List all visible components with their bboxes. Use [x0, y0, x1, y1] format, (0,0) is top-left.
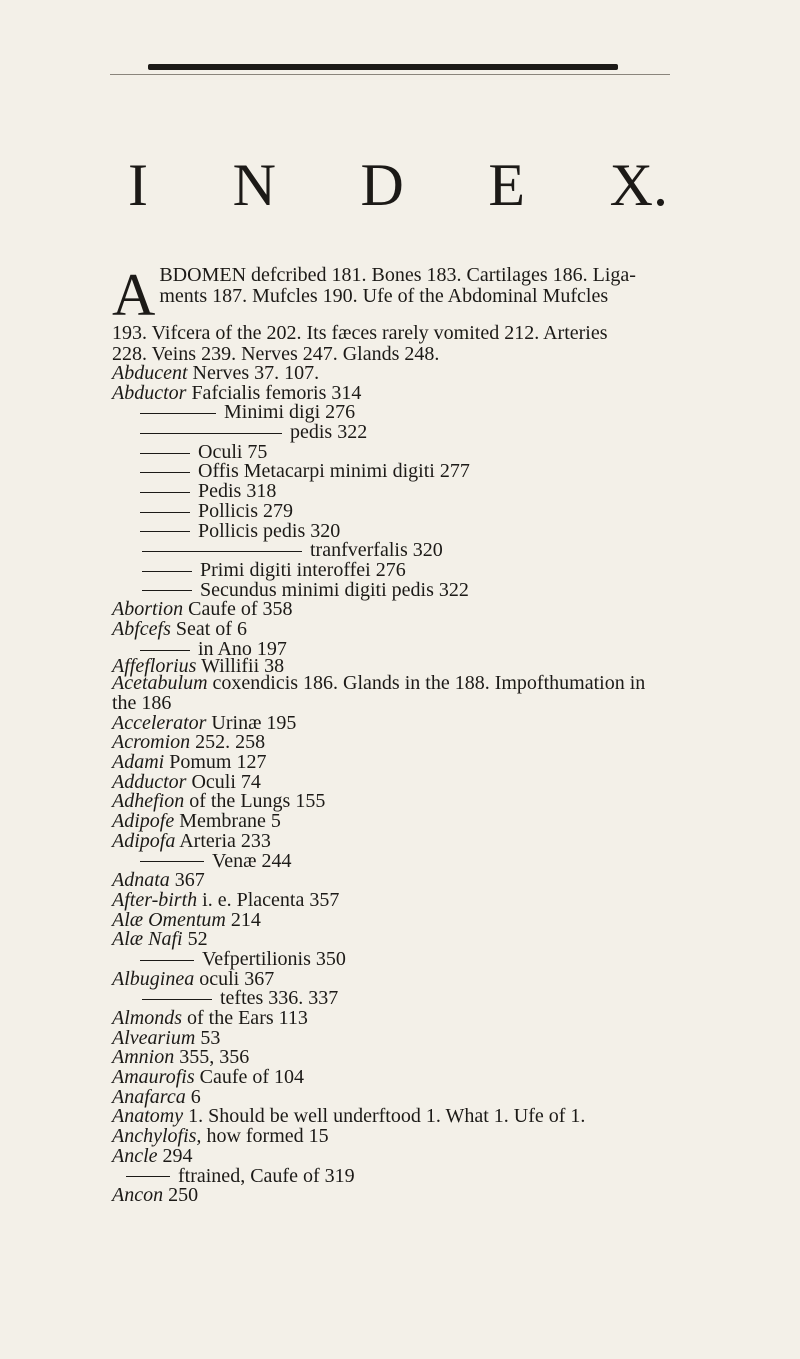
title-letter: E [488, 152, 526, 218]
title-letter: X. [609, 152, 668, 218]
header-rule [148, 64, 618, 70]
ditto-dash [126, 1176, 170, 1177]
entry-text: ftrained, Caufe of 319 [178, 1164, 355, 1187]
subentry [112, 1164, 792, 1187]
entry-head: Affeflorius [112, 655, 197, 678]
entry-text: of the Ears 113 [182, 1007, 308, 1029]
entry-text: Secundus minimi digiti pedis 322 [200, 578, 469, 601]
entry-text: ments 187. Mufcles 190. Ufe of the Abdominal Mufcles [159, 284, 609, 307]
ditto-dash [142, 571, 192, 572]
entry-text: Offis Metacarpi minimi digiti 277 [198, 460, 470, 483]
entry-anchylosis [112, 1127, 792, 1147]
entry-text: i. e. Placenta 357 [197, 888, 340, 911]
entry-head: Abortion [112, 598, 184, 621]
ditto-dash [142, 999, 212, 1000]
entry-text: 294 [157, 1144, 193, 1167]
entry-text: Membrane 5 [174, 810, 281, 833]
ditto-dash [140, 960, 194, 961]
entry-text: 52 [182, 928, 208, 951]
entry-text: Pedis 318 [198, 480, 277, 503]
entry-text: Fafcialis femoris 314 [186, 381, 362, 404]
ditto-dash [140, 512, 190, 513]
entry-abdomen [112, 262, 792, 365]
entry-head: Abductor [112, 381, 187, 404]
ditto-dash [140, 433, 282, 434]
entry-head: Adhefion [112, 790, 185, 813]
entry-text: 53 [195, 1026, 221, 1049]
entry-text: Caufe of 104 [194, 1066, 305, 1089]
title-letter: N [232, 152, 276, 218]
ditto-dash [140, 472, 190, 473]
entry-head: Adipofa [112, 829, 176, 852]
subentry [112, 849, 792, 872]
entry-acetabulum [112, 674, 792, 694]
entry-ancon [112, 1186, 792, 1206]
entry-text: 1. Should be well underftood 1. What 1. Ufe of 1. [183, 1105, 586, 1128]
entry-text: 214 [225, 908, 261, 931]
subentry [112, 519, 792, 542]
entry-head: Adnata [112, 869, 170, 892]
entry-head: Ancon [112, 1184, 164, 1207]
entry-amaurosis [112, 1068, 792, 1088]
entry-text: 6 [185, 1085, 201, 1108]
entry-head: Anchylofis, [112, 1125, 202, 1148]
entry-text: pedis 322 [290, 421, 368, 444]
entry-head: Adami [112, 751, 165, 774]
entry-head: Acetabulum [112, 672, 208, 695]
ditto-dash [140, 413, 216, 414]
entry-text: Pomum 127 [164, 751, 267, 774]
entry-text: BDOMEN defcribed 181. Bones 183. Cartilages 186. Liga- [159, 264, 636, 286]
entry-head: Anafarca [112, 1085, 186, 1108]
entry-head: Alæ Nafi [112, 928, 183, 951]
entry-text: tranfverfalis 320 [310, 539, 443, 562]
entry-text: teftes 336. 337 [220, 987, 339, 1010]
entry-head: Abfcefs [112, 617, 171, 640]
entry-alae-omentum [112, 908, 792, 931]
entry-text: how formed 15 [201, 1125, 329, 1148]
entry-text: 228. Veins 239. Nerves 247. Glands 248. [112, 342, 440, 365]
subentry [112, 403, 792, 423]
entry-text: Seat of 6 [170, 617, 247, 640]
entry-text: Urinæ 195 [206, 711, 297, 734]
entry-text: 252. 258 [190, 731, 266, 754]
entry-text: Oculi 75 [198, 440, 268, 463]
title-letter: D [360, 152, 404, 218]
ditto-dash [140, 492, 190, 493]
entry-text: of the Lungs 155 [184, 790, 326, 813]
entry-head: Alvearium [112, 1026, 196, 1049]
page-title [128, 150, 668, 220]
entry-head: Accelerator [112, 711, 207, 734]
ditto-dash [140, 531, 190, 532]
entry-head: Abducent [112, 362, 188, 384]
entry-head: Acromion [112, 731, 191, 754]
entry-continuation: the 186 [112, 692, 172, 714]
entry-text: Vefpertilionis 350 [202, 947, 346, 970]
entry-head: Almonds [112, 1007, 182, 1029]
entry-text: Willifii 38 [196, 655, 285, 678]
entry-text: Venæ 244 [212, 849, 292, 872]
entry-text: coxendicis 186. Glands in the 188. Impofthumation in [207, 672, 646, 695]
ditto-dash [142, 590, 192, 591]
entry-head: Albuginea [112, 967, 195, 990]
index-body [112, 262, 792, 1207]
entry-text: oculi 367 [194, 967, 275, 990]
entry-head: Adipofe [112, 810, 175, 833]
entry-head: Anatomy [112, 1105, 184, 1128]
entry-text: Minimi digi 276 [224, 401, 356, 424]
entry-text: 367 [169, 869, 205, 892]
entry-head: After-birth [112, 888, 198, 911]
entry-text: Nerves 37. 107. [187, 362, 320, 384]
entry-abductor [112, 381, 792, 404]
entry-text: Pollicis 279 [198, 499, 294, 522]
ditto-dash [140, 861, 204, 862]
ditto-dash [140, 650, 190, 651]
title-letter: I [128, 152, 148, 218]
entry-text: Primi digiti interoffei 276 [200, 558, 406, 581]
entry-text: Arteria 233 [175, 829, 271, 852]
entry-text: 193. Vifcera of the 202. Its fæces rarely vomited 212. Arteries [112, 322, 608, 344]
entry-head: Adductor [112, 770, 187, 793]
entry-text: Caufe of 358 [183, 598, 293, 621]
entry-head: Amaurofis [112, 1066, 195, 1089]
entry-head: Ancle [112, 1144, 158, 1167]
drop-cap: A [112, 262, 156, 328]
entry-text: 355, 356 [174, 1046, 250, 1069]
header-thin-rule [110, 74, 670, 75]
ditto-dash [140, 453, 190, 454]
entry-albuginea [112, 967, 792, 990]
entry-text: 250 [163, 1184, 199, 1207]
ditto-dash [142, 551, 302, 552]
entry-head: Alæ Omentum [112, 908, 226, 931]
entry-text: Pollicis pedis 320 [198, 519, 341, 542]
entry-text: Oculi 74 [186, 770, 261, 793]
entry-text: in Ano 197 [198, 637, 287, 660]
entry-head: Amnion [112, 1046, 175, 1069]
